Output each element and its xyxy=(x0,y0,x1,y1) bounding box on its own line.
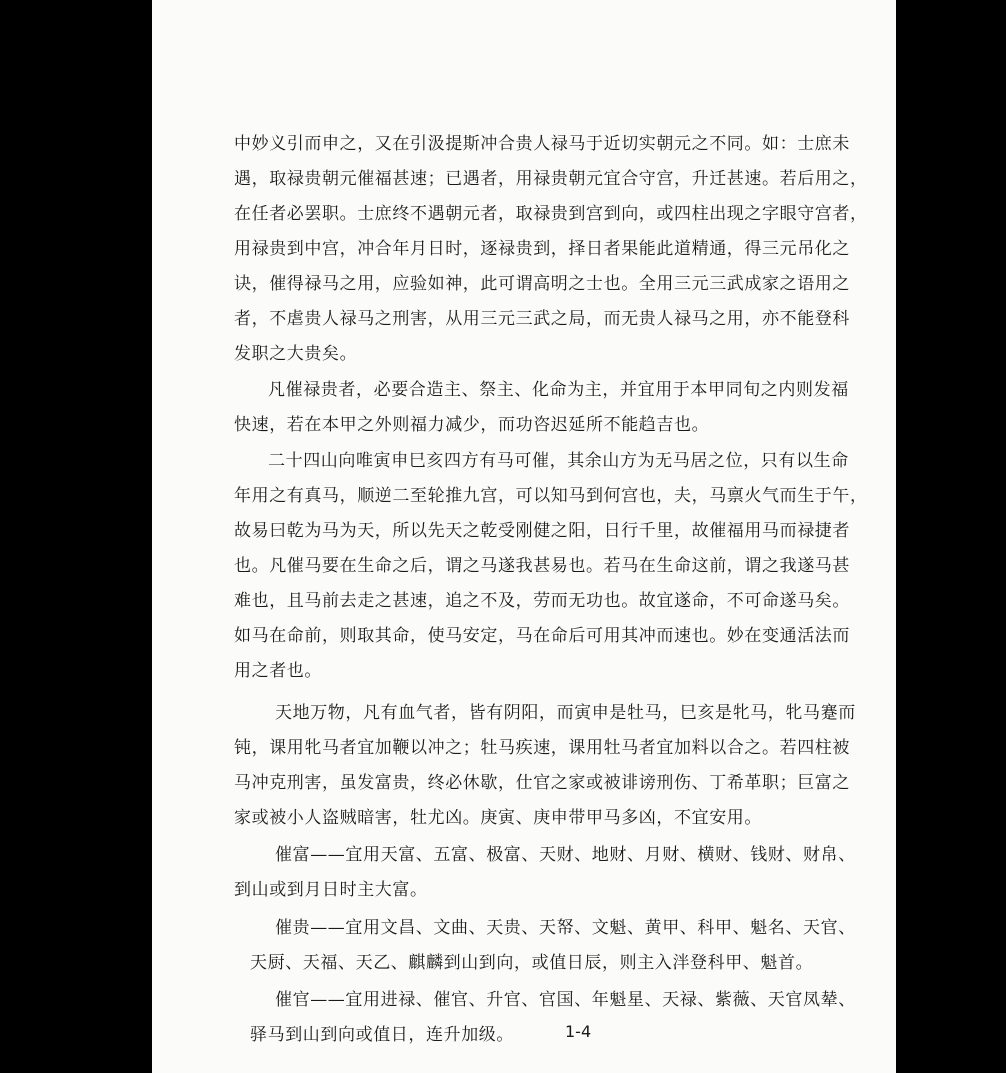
text-line: 催官——宜用进禄、催官、升官、官国、年魁星、天禄、紫薇、天官凤辇、 xyxy=(275,990,856,1010)
text-line: 天厨、天福、天乙、麒麟到山到向，或值日辰，则主入泮登科甲、魁首。 xyxy=(250,953,814,973)
text-line: 诀，催得禄马之用，应验如神，此可谓高明之士也。全用三元三武成家之语用之 xyxy=(234,274,850,294)
text-line: 故易曰乾为马为天，所以先天之乾受刚健之阳，日行千里，故催福用马而禄捷者 xyxy=(234,521,850,541)
text-line: 家或被小人盗贼暗害，牡尤凶。庚寅、庚申带甲马多凶，不宜安用。 xyxy=(234,808,762,828)
text-line: 难也，且马前去走之甚速，追之不及，劳而无功也。故宜遂命，不可命遂马矣。 xyxy=(234,591,850,611)
text-line: 遇，取禄贵朝元催福甚速；已遇者，用禄贵朝元宜合守宫，升迁甚速。若后用之， xyxy=(234,169,868,189)
text-line: 二十四山向唯寅申巳亥四方有马可催，其余山方为无马居之位，只有以生命 xyxy=(268,451,849,471)
text-line: 者，不虐贵人禄马之刑害，从用三元三武之局，而无贵人禄马之用，亦不能登科 xyxy=(234,309,850,329)
text-line: 如马在命前，则取其命，使马安定，马在命后可用其冲而速也。妙在变通活法而 xyxy=(234,626,850,646)
text-line: 快速，若在本甲之外则福力减少，而功咨迟延所不能趋吉也。 xyxy=(234,415,710,435)
text-line: 凡催禄贵者，必要合造主、祭主、化命为主，并宜用于本甲同旬之内则发福 xyxy=(268,380,849,400)
text-line: 用禄贵到中宫，冲合年月日时，逐禄贵到，择日者果能此道精通，得三元吊化之 xyxy=(234,239,850,259)
text-line: 催富——宜用天富、五富、极富、天财、地财、月财、横财、钱财、财帛、 xyxy=(275,845,856,865)
text-line: 年用之有真马，顺逆二至轮推九宫，可以知马到何宫也，夫，马禀火气而生于午， xyxy=(234,486,868,506)
page-number: 1-4 xyxy=(565,1022,592,1041)
text-line: 钝，课用牝马者宜加鞭以冲之；牡马疾速，课用牡马者宜加料以合之。若四柱被 xyxy=(234,738,850,758)
text-line: 驿马到山到向或值日，连升加级。 xyxy=(250,1025,514,1045)
text-line: 在任者必罢职。士庶终不遇朝元者，取禄贵到宫到向，或四柱出现之字眼守宫者， xyxy=(234,204,868,224)
text-line: 用之者也。 xyxy=(234,661,322,681)
text-line: 到山或到月日时主大富。 xyxy=(234,880,428,900)
text-line: 中妙义引而申之，又在引汲提斯冲合贵人禄马于近切实朝元之不同。如：士庶未 xyxy=(234,134,850,154)
text-line: 天地万物，凡有血气者，皆有阴阳，而寅申是牡马，巳亥是牝马，牝马蹇而 xyxy=(275,703,856,723)
text-line: 发职之大贵矣。 xyxy=(234,344,358,364)
text-line: 马冲克刑害，虽发富贵，终必休歇，仕官之家或被诽谤刑伤、丁希革职；巨富之 xyxy=(234,773,850,793)
text-line: 催贵——宜用文昌、文曲、天贵、天帑、文魁、黄甲、科甲、魁名、天官、 xyxy=(275,918,856,938)
text-line: 也。凡催马要在生命之后，谓之马遂我甚易也。若马在生命这前，谓之我遂马甚 xyxy=(234,556,850,576)
